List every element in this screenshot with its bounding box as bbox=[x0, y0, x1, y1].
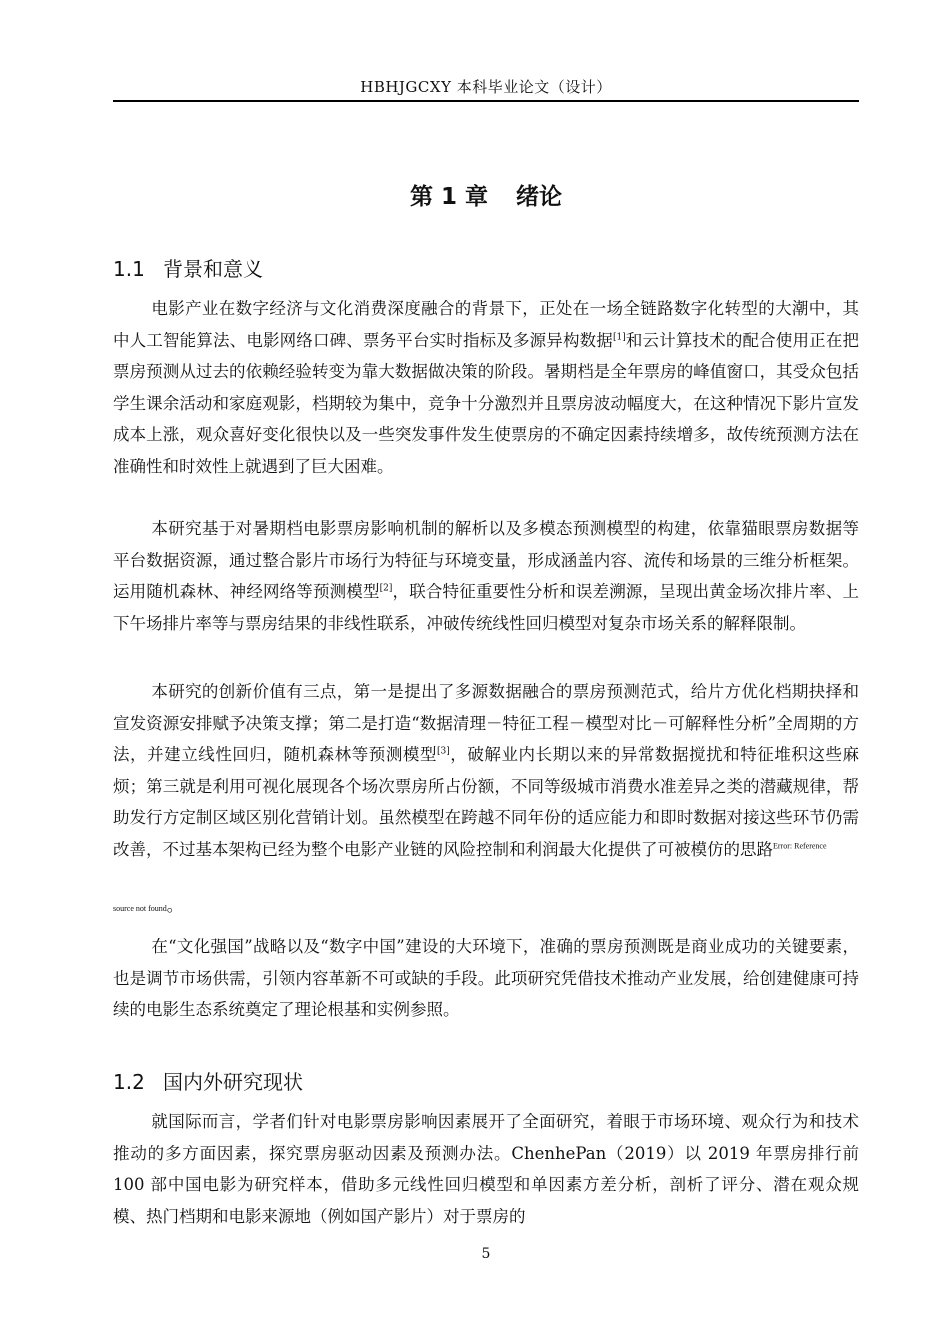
reference-error: Error: Reference bbox=[773, 841, 827, 850]
section-title: 背景和意义 bbox=[163, 257, 263, 281]
paragraph-research-status: 就国际而言，学者们针对电影票房影响因素展开了全面研究，着眼于市场环境、观众行为和技术推动的多方面因素，探究票房驱动因素及预测办法。ChenhePan（2019）以 2019 年票房排行前 100 部中国电影为研究样本，借助多元线性回归模型和单因素方差分析，剖析了评分、潜在观众规模、热门档期和电影来源地（例如国产影片）对于票房的 bbox=[113, 1112, 859, 1226]
paragraph-innovation: 本研究的创新价值有三点，第一是提出了多源数据融合的票房预测范式，给片方优化档期抉择和宣发资源安排赋予决策支撑；第二是打造“数据清理－特征工程－模型对比－可解释性分析”全周期的方法，并建立线性回归，随机森林等预测模型[3]，破解业内长期以来的异常数据搅扰和特征堆积这些麻烦；第三就是利用可视化展现各个场次票房所占份额，不同等级城市消费水准差异之类的潜藏规律，帮助发行方定制区域区别化营销计划。虽然模型在跨越不同年份的适应能力和即时数据对接这些环节仍需改善，不过基本架构已经为整个电影产业链的风险控制和利润最大化提供了可被模仿的思路$^{Error: Reference}$ bbox=[113, 682, 860, 859]
citation-3[interactable]: [3] bbox=[437, 746, 450, 757]
page-number: 5 bbox=[481, 1246, 491, 1262]
running-header: HBHJGCXY 本科毕业论文（设计） bbox=[360, 78, 612, 96]
chapter-title bbox=[113, 178, 859, 211]
paragraph-significance: 在“文化强国”战略以及“数字中国”建设的大环境下，准确的票房预测既是商业成功的关键要素，也是调节市场供需，引领内容革新不可或缺的手段。此项研究凭借技术推动产业发展，给创建健康可持续的电影生态系统奠定了理论根基和实例参照。 bbox=[113, 937, 859, 1019]
section-heading-1-1 bbox=[113, 253, 859, 282]
paragraph-background: 电影产业在数字经济与文化消费深度融合的背景下，正处在一场全链路数字化转型的大潮中，其中人工智能算法、电影网络口碑、票务平台实时指标及多源异构数据[1]和云计算技术的配合使用正在把票房预测从过去的依赖经验转变为靠大数据做决策的阶段。暑期档是全年票房的峰值窗口，其受众包括学生课余活动和家庭观影，档期较为集中，竞争十分激烈并且票房波动幅度大，在这种情况下影片宣发成本上涨，观众喜好变化很快以及一些突发事件发生使票房的不确定因素持续增多，故传统预测方法在准确性和时效性上就遇到了巨大困难。 bbox=[113, 299, 860, 476]
reference-error-continuation: source not found。 bbox=[113, 896, 184, 915]
chapter-number: 第 1 章 bbox=[409, 184, 489, 210]
citation-1[interactable]: [1] bbox=[612, 332, 626, 342]
section-number: 1.2 bbox=[113, 1070, 145, 1094]
chapter-name: 绪论 bbox=[516, 184, 563, 210]
paragraph-research-basis: 本研究基于对暑期档电影票房影响机制的解析以及多模态预测模型的构建，依靠猫眼票房数据等平台数据资源，通过整合影片市场行为特征与环境变量，形成涵盖内容、流传和场景的三维分析框架。运用随机森林、神经网络等预测模型[2]，联合特征重要性分析和误差溯源，呈现出黄金场次排片率、上下午场排片率等与票房结果的非线性联系，冲破传统线性回归模型对复杂市场关系的解释限制。 bbox=[113, 519, 860, 633]
section-number: 1.1 bbox=[113, 257, 145, 281]
header-rule bbox=[113, 100, 859, 102]
citation-2[interactable]: [2] bbox=[379, 583, 393, 594]
section-heading-1-2 bbox=[113, 1066, 859, 1095]
section-title: 国内外研究现状 bbox=[163, 1070, 303, 1094]
